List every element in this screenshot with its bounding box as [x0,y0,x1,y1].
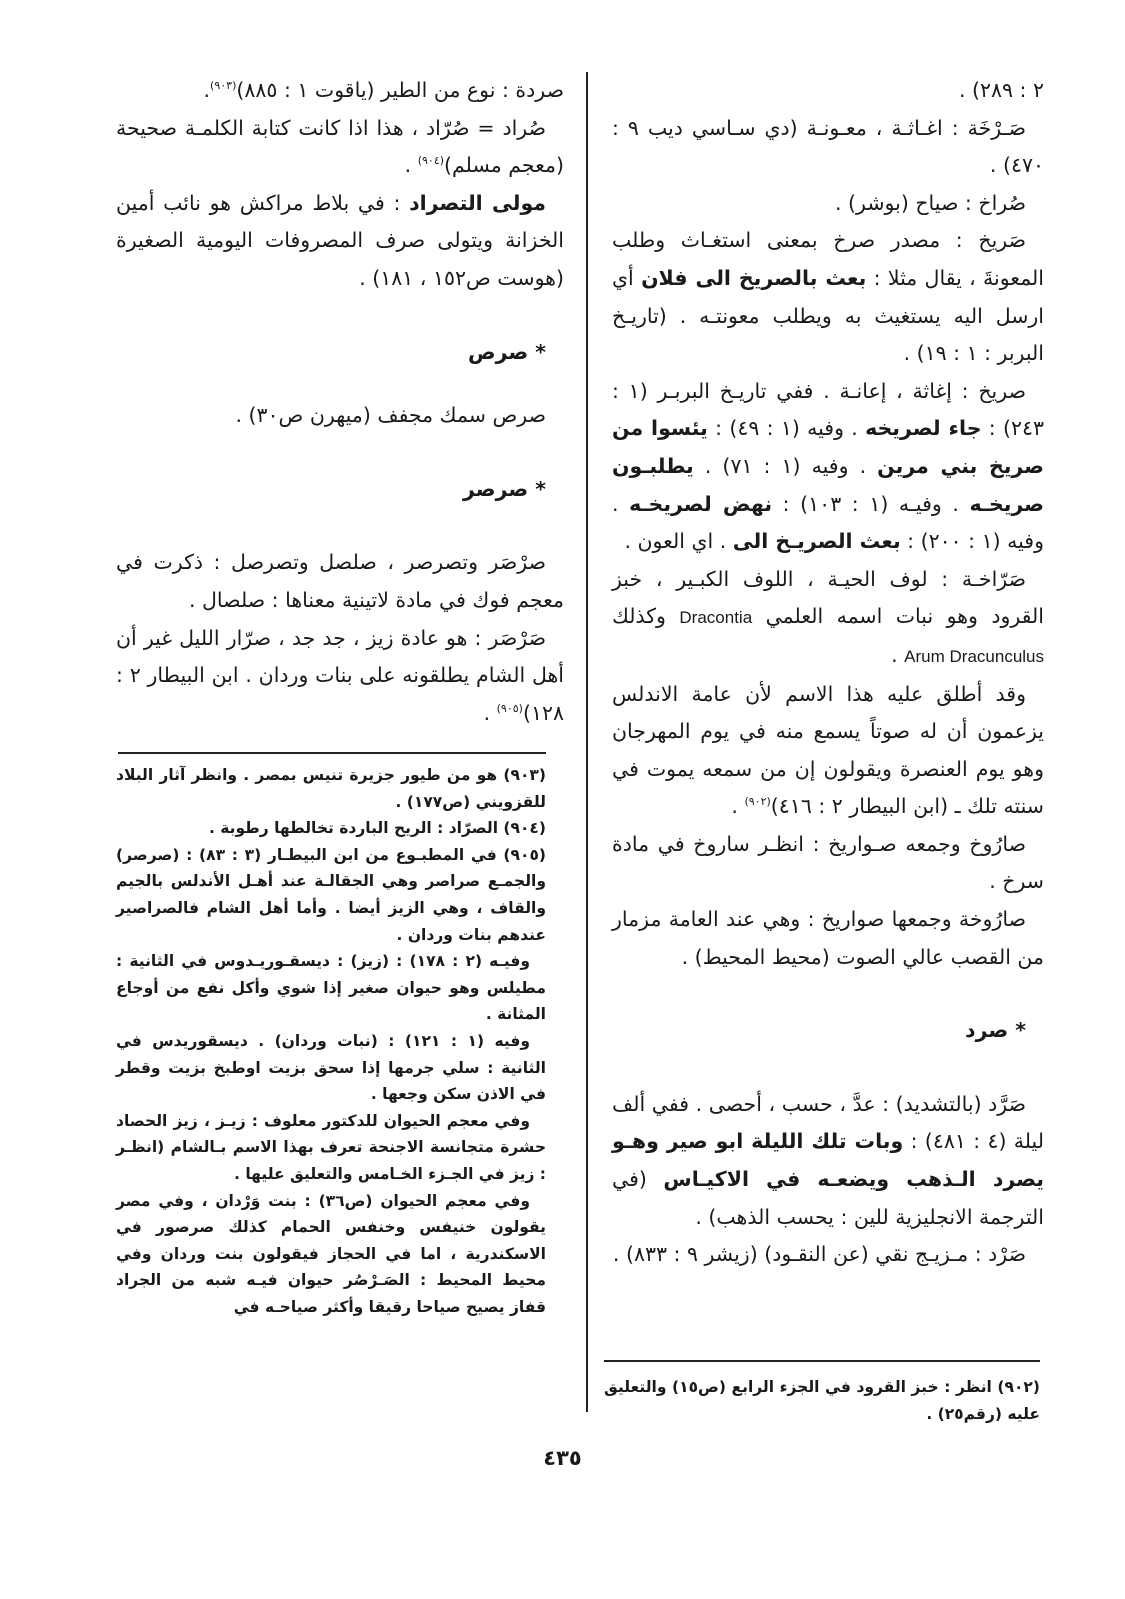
text: . [731,794,745,819]
footnote: وفي معجم الحيوان (ص٣٦) : بنت وَرْدان ، وفي مصر يقولون خنيفس وخنفس الحمام كذلك صرصور في الاسكندرية ، اما في الحجاز فيقولون بنت وردان وفي محيط المحيط : الصَـرْصُر حيوان فيـه شبه من الجراد قفاز يصيح صياحا رقيقا وأكثر صياحـه في [116,1191,546,1316]
text: (في الترجمة الانجليزية للين : يحسب الذهب) . [612,1167,1044,1229]
text: صَرّاخـة : لوف الحيـة ، اللوف الكبـير ، خبز القرود وهو نبات اسمه العلمي [612,566,1044,629]
footnote: (٩٠٥) في المطبـوع من ابن البيطـار (٣ : ٨٣) : (صرصر) والجمـع صراصر وهي الجقالـة عند أهـل الأندلس بالجيم والقاف ، وهي الزيز أيضا . وأما أهل الشام فالصراصير عندهم بنات وردان . [116,845,547,944]
paragraph [612,826,1044,901]
text: صَرْصَر : هو عادة زيز ، جد جد ، صرّار الليل غير أن أهل الشام يطلقونه على بنات وردان . ابن البيطار ٢ : ١٢٨) [116,625,564,725]
text: . [203,78,211,102]
footnote: (٩٠٣) هو من طيور جزيرة تنيس بمصر . وانظر آثار البلاد للقزويني (ص١٧٧) . [116,766,546,811]
paragraph [612,373,1044,561]
spacer [116,298,564,334]
page-number: ٤٣٥ [543,1446,582,1470]
footnote-ref: (٩٠٢) [744,795,771,809]
paragraph [612,222,1044,372]
text: . وفيه (١ : ٤٩) : [707,416,866,441]
text: صرْصَر وتصرصر ، صلصل وتصرصل : ذكرت في معجم فوك في مادة لاتينية معناها : صلصال . [116,550,564,612]
text: صردة : نوع من الطير (ياقوت ١ : ٨٨٥) [236,78,564,102]
footnote-rule [604,1360,1040,1362]
footnote: وفي معجم الحيوان للدكتور معلوف : زيـز ، زيز الحصاد حشرة متجانسة الاجنحة تعرف بهذا الاسم بـالشام (انظـر : زيز في الجـزء الخـامس والتعليق عليها . [116,1111,546,1183]
paragraph [612,676,1044,826]
text: وقد أطلق عليه هذا الاسم لأن عامة الاندلس يزعمون أن له صوتاً يسمع منه في يوم المهرجان وهو يوم العنصرة ويقولون إن من سمعه يموت في سنته تلك ـ (ابن البيطار ٢ : ٤١٦) [612,681,1044,819]
text: . [891,642,905,667]
section-heading: * صرصر [463,476,546,501]
footnote-ref: (٩٠٤) [417,154,445,168]
text: . [483,700,497,725]
text: صُراد = صُرّاد ، هذا اذا كانت كتابة الكلمـة صحيحة (معجم مسلم) [116,115,564,178]
text: : في بلاط مراكش هو نائب أمين الخزانة ويتولى صرف المصروفات اليومية الصغيرة (هوست ص١٥٢ ، ١٨١) . [116,190,564,290]
column-divider [586,72,588,1412]
latin-term: Arum Dracunculus [904,646,1044,666]
bold-phrase: بعث الصريـخ الى [732,529,901,554]
text: . [404,153,418,178]
text: أي ارسل اليه يستغيث به ويطلب معونتـه . (تاريـخ البربر : ١ : ١٩) . [612,265,1044,366]
footnote-ref: (٩٠٣) [210,79,237,93]
spacer [116,435,564,471]
paragraph [612,72,1044,110]
text: صرص سمك مجفف (ميهرن ص٣٠) . [235,403,546,428]
paragraph [116,72,564,110]
paragraph [612,901,1044,976]
text: صارُوخة وجمعها صواريخ : وهي عند العامة مزمار من القصب عالي الصوت (محيط المحيط) . [612,907,1044,969]
spacer [612,1050,1044,1086]
paragraph [116,185,564,298]
paragraph [116,397,564,435]
text: . اي العون . [624,529,733,554]
paragraph [116,620,564,733]
footnote: وفيه (١ : ١٢١) : (نبات وردان) . ديسقوريدس في الثانية : سلي جرمها إذا سحق بزيت اوطبخ بزيت وقطر في الاذن سكن وجعها . [116,1031,546,1104]
section-heading: * صرص [468,339,546,364]
spacer [116,508,564,544]
text: . وفيـه (١ : ١٠٣) : [772,491,970,516]
bold-phrase: وبات تلك الليلة ابو صير وهـو يصرد الـذهب ويضعـه في الاكيـاس [612,1129,1044,1192]
paragraph [612,1086,1044,1236]
section-heading: * صرد [965,1018,1026,1043]
footnote-rule [118,752,546,754]
bold-phrase: نهض لصريخـه [629,491,773,516]
text: صُراخ : صياح (بوشر) . [835,190,1026,215]
footnote: وفيـه (٢ : ١٧٨) : (زيز) : ديسقـوريـدوس في الثانية : مطيلس وهو حيوان صغير إذا شوي وأكل نفع من أوجاع المثانة . [116,952,546,1024]
spacer [116,371,564,397]
text: صَـرْخَة : اغـاثـة ، معـونـة (دي سـاسي ديب ٩ : ٤٧٠) . [612,115,1044,178]
text: صريخ : إغاثة ، إعانـة . ففي تاريـخ البربـر (١ : ٢٤٣) : [612,378,1044,441]
text: . وفيه (١ : ٢٠٠) : [612,491,1044,554]
text: صارُوخ وجمعه صـواريخ : انظـر ساروخ في مادة سرخ . [612,831,1044,894]
paragraph [116,544,564,619]
bold-phrase: مولى التصراد [409,190,547,215]
latin-term: Dracontia [679,608,753,628]
paragraph [612,110,1044,185]
footnote: (٩٠٢) انظر : خبز القرود في الجزء الرابع (ص١٥) والتعليق عليه (رقم٢٥) . [604,1378,1040,1423]
text: وكذلك [612,604,680,629]
spacer [612,976,1044,1012]
text: . وفيه (١ : ٧١) . [693,453,878,478]
left-column [116,72,564,732]
text: صَرْد : مـزيـج نقي (عن النقـود) (زيشر ٩ : ٨٣٣) . [612,1242,1026,1267]
bold-phrase: بعث بالصريخ الى فلان [641,265,867,290]
text: صَرَّد (بالتشديد) : عدَّ ، حسب ، أحصى . ففي ألف ليلة (٤ : ٤٨١) : [612,1091,1044,1154]
text: ٢ : ٢٨٩) . [958,78,1044,102]
footnotes-right [604,1374,1040,1427]
text: صَريخ : مصدر صرخ بمعنى استغـاث وطلب المعونةَ ، يقال مثلا : [612,228,1044,290]
bold-phrase: جاء لصريخه [865,416,982,441]
bold-phrase: يطلبـون صريخـه [612,453,1044,516]
paragraph [116,110,564,185]
paragraph [612,185,1044,223]
paragraph [612,1236,1044,1274]
footnotes-left [116,762,546,1320]
footnote: (٩٠٤) الصرّاد : الريح الباردة تخالطها رطوبة . [208,819,546,838]
paragraph [612,561,1044,676]
right-column [612,72,1044,1274]
bold-phrase: يئسوا من صريخ بني مرين [612,416,1044,478]
footnote-ref: (٩٠٥) [496,701,523,715]
